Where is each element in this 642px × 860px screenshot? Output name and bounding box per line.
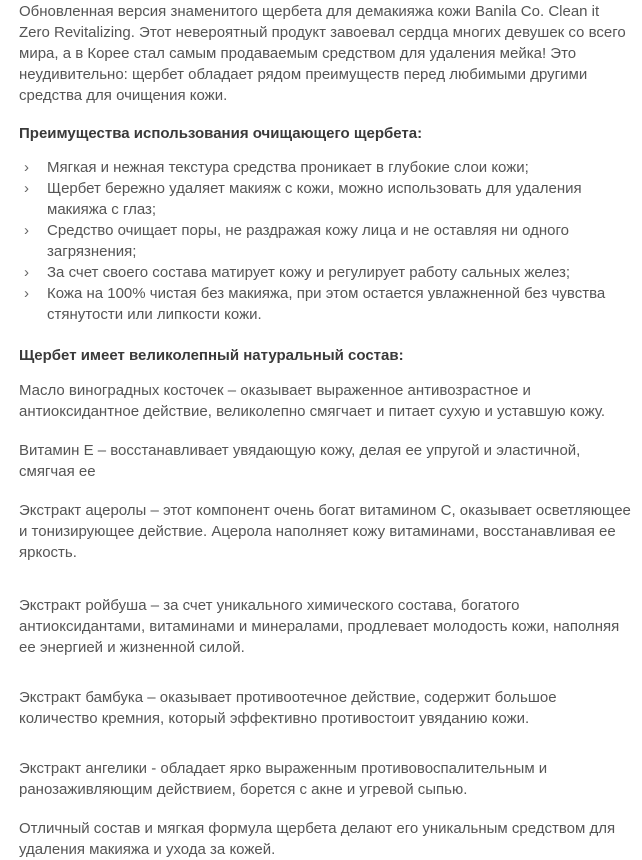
list-item [19,262,633,283]
chevron-right-icon: › [24,264,29,281]
conclusion-paragraph: Отличный состав и мягкая формула щербета делают его уникальным средством для удаления макияжа и ухода за кожей. [19,820,616,858]
list-item [19,178,633,220]
ingredient-paragraph: Экстракт ангелики - обладает ярко выраженным противовоспалительным и ранозаживляющим действием, борется с акне и угревой сыпью. [19,760,548,798]
ingredients-section [19,345,633,800]
product-description [19,1,633,860]
list-item-text: Мягкая и нежная текстура средства проникает в глубокие слои кожи; [47,159,529,176]
chevron-right-icon: › [24,159,29,176]
ingredient-paragraph: Экстракт бамбука – оказывает противоотечное действие, содержит большое количество кремния, который эффективно противостоит увяданию кожи. [19,689,557,727]
benefits-list [19,157,633,325]
list-item-text: Кожа на 100% чистая без макияжа, при этом остается увлажненной без чувства стянутости или липкости кожи. [47,285,606,323]
ingredient-paragraph: Экстракт ройбуша – за счет уникального химического состава, богатого антиоксидантами, витаминами и минералами, продлевает молодость кожи, наполняя ее энергией и жизненной силой. [19,597,620,656]
list-item [19,283,633,325]
benefits-heading: Преимущества использования очищающего щербета: [19,125,423,142]
list-item [19,220,633,262]
ingredients-heading: Щербет имеет великолепный натуральный состав: [19,347,404,364]
list-item-text: Щербет бережно удаляет макияж с кожи, можно использовать для удаления макияжа с глаз; [47,180,582,218]
chevron-right-icon: › [24,180,29,197]
list-item-text: За счет своего состава матирует кожу и регулирует работу сальных желез; [47,264,571,281]
chevron-right-icon: › [24,222,29,239]
ingredient-paragraph: Масло виноградных косточек – оказывает выраженное антивозрастное и антиоксидантное действие, великолепно смягчает и питает сухую и уставшую кожу. [19,382,606,420]
ingredient-paragraph: Витамин Е – восстанавливает увядающую кожу, делая ее упругой и эластичной, смягчая ее [19,442,581,480]
chevron-right-icon: › [24,285,29,302]
list-item [19,157,633,178]
list-item-text: Средство очищает поры, не раздражая кожу лица и не оставляя ни одного загрязнения; [47,222,570,260]
ingredient-paragraph: Экстракт ацеролы – этот компонент очень богат витамином С, оказывает осветляющее и тонизирующее действие. Ацерола наполняет кожу витаминами, восстанавливая ее яркость. [19,502,631,561]
intro-paragraph: Обновленная версия знаменитого щербета для демакияжа кожи Banila Co. Clean it Zero Revitalizing. Этот невероятный продукт завоевал сердца многих девушек со всего мира, а в Корее стал самым продаваемым средством для удаления мейка! Это неудивительно: щербет обладает рядом преимуществ перед любимыми другими средства для очищения кожи. [19,3,626,104]
benefits-section [19,123,633,325]
